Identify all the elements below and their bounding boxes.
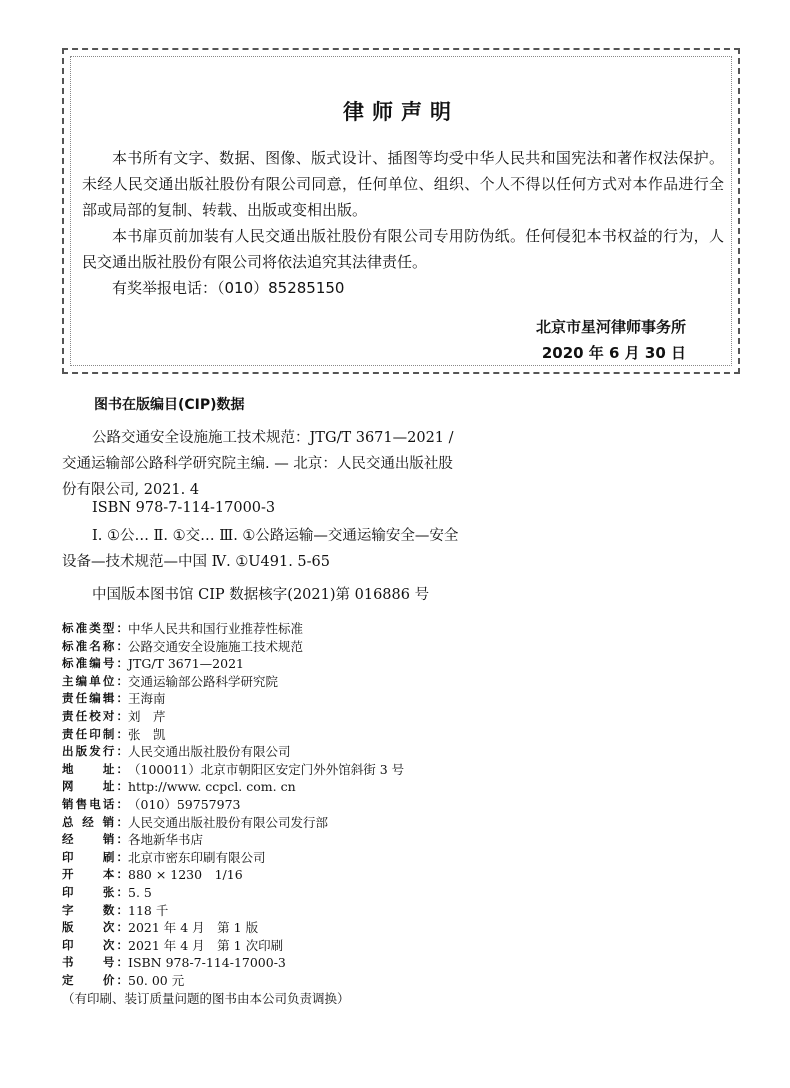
publication-info-row — [62, 796, 502, 814]
publication-info-value: 人民交通出版社股份有限公司 — [128, 744, 291, 760]
publication-info-row — [62, 937, 502, 955]
publication-info-row — [62, 972, 502, 990]
publication-info-value: 人民交通出版社股份有限公司发行部 — [128, 814, 329, 830]
publication-info-label: 网 址： — [62, 779, 128, 794]
publication-info-value: 公路交通安全设施施工技术规范 — [128, 638, 304, 654]
legal-notice-title: 律师声明 — [343, 100, 459, 124]
publication-info-label: 地 址： — [62, 761, 128, 776]
publication-info-label: 责任校对： — [62, 708, 128, 723]
publication-info-label: 定 价： — [62, 972, 128, 987]
cip-library-number: 中国版本图书馆 CIP 数据核字(2021)第 016886 号 — [92, 587, 430, 603]
publication-info-label: 标准类型： — [62, 621, 128, 635]
cip-subjects: Ⅰ. ①公… Ⅱ. ①交… Ⅲ. ①公路运输—交通运输安全—安全设备—技术规范—中国 Ⅳ. ①U491. 5-65 — [62, 528, 459, 570]
publication-info-label: 印 刷： — [62, 849, 128, 864]
publication-info-value: JTG/T 3671—2021 — [128, 656, 244, 672]
publication-info-value: 5. 5 — [128, 884, 152, 900]
publication-info-row — [62, 849, 502, 867]
notice-date: 2020 年 6 月 30 日 — [541, 344, 686, 362]
publication-info-value: 2021 年 4 月 第 1 次印刷 — [128, 937, 284, 953]
legal-notice-paragraph: 本书所有文字、数据、图像、版式设计、插图等均受中华人民共和国宪法和著作权法保护。未经人民交通出版社股份有限公司同意，任何单位、组织、个人不得以任何方式对本作品进行全部或局部的复制、转载、出版或变相出版。 — [82, 149, 724, 219]
publication-info-row — [62, 638, 502, 656]
publication-info-row — [62, 954, 502, 972]
quality-note: （有印刷、装订质量问题的图书由本公司负责调换） — [62, 991, 350, 1007]
publication-info-row — [62, 814, 502, 832]
legal-notice-paragraph: 本书扉页前加装有人民交通出版社股份有限公司专用防伪纸。任何侵犯本书权益的行为，人民交通出版社股份有限公司将依法追究其法律责任。 — [82, 227, 724, 271]
publication-info-value: （100011）北京市朝阳区安定门外外馆斜街 3 号 — [128, 761, 405, 777]
publication-info-row — [62, 778, 502, 796]
cip-isbn: ISBN 978-7-114-17000-3 — [92, 500, 276, 516]
publication-info-row — [62, 673, 502, 691]
publication-info-label: 出版发行： — [62, 744, 128, 759]
publication-info-label: 书 号： — [62, 955, 128, 970]
publication-info-value: （010）59757973 — [128, 796, 241, 812]
publication-info-label: 经 销： — [62, 832, 128, 847]
publication-info-label: 标准名称： — [62, 638, 128, 653]
publication-info-value: 刘 芹 — [128, 708, 166, 724]
publication-info-value: 2021 年 4 月 第 1 版 — [128, 920, 259, 936]
cip-heading: 图书在版编目(CIP)数据 — [94, 397, 245, 413]
publication-info-value: ISBN 978-7-114-17000-3 — [128, 955, 286, 971]
publication-info-label: 责任编辑： — [62, 691, 128, 706]
publication-info-value: 880 × 1230 1/16 — [128, 867, 243, 883]
law-firm-name: 北京市星河律师事务所 — [535, 318, 686, 336]
publication-info-label: 总 经 销： — [62, 814, 128, 829]
legal-notice-hotline: 有奖举报电话：（010）85285150 — [112, 279, 345, 297]
publication-info-value: 北京市密东印刷有限公司 — [128, 849, 266, 865]
publication-info-value: 50. 00 元 — [128, 972, 185, 988]
publication-info-label: 字 数： — [62, 902, 128, 917]
publication-info-row — [62, 726, 502, 744]
publication-info-row — [62, 620, 502, 638]
publication-info-row — [62, 884, 502, 902]
publication-info-row — [62, 690, 502, 708]
publication-info-row — [62, 761, 502, 779]
publication-info-row — [62, 902, 502, 920]
publication-info-row — [62, 831, 502, 849]
publication-info-value: 交通运输部公路科学研究院 — [128, 673, 279, 689]
publication-info-value: 张 凯 — [128, 726, 166, 742]
legal-notice-box — [62, 48, 740, 374]
publication-info-row — [62, 919, 502, 937]
publication-info — [62, 620, 502, 1008]
cip-entry: 公路交通安全设施施工技术规范：JTG/T 3671—2021 / 交通运输部公路科学研究院主编. — 北京：人民交通出版社股份有限公司, 2021. 4 — [62, 430, 454, 498]
publication-info-label: 印 张： — [62, 884, 128, 899]
publication-info-label: 主编单位： — [62, 673, 128, 688]
publication-info-value: 118 千 — [128, 902, 169, 918]
publication-info-value: http://www. ccpcl. com. cn — [128, 779, 296, 795]
publication-info-value: 中华人民共和国行业推荐性标准 — [128, 621, 304, 636]
publication-info-value: 王海南 — [128, 691, 166, 707]
publication-info-row — [62, 743, 502, 761]
publication-info-value: 各地新华书店 — [128, 832, 204, 848]
publication-info-label: 开 本： — [62, 867, 128, 882]
publication-info-label: 销售电话： — [62, 796, 128, 811]
publication-info-label: 版 次： — [62, 920, 128, 935]
publication-info-label: 标准编号： — [62, 656, 128, 671]
publication-info-row — [62, 655, 502, 673]
publication-info-row — [62, 708, 502, 726]
publication-info-row — [62, 866, 502, 884]
publication-info-label: 印 次： — [62, 937, 128, 952]
publication-info-label: 责任印制： — [62, 726, 128, 741]
